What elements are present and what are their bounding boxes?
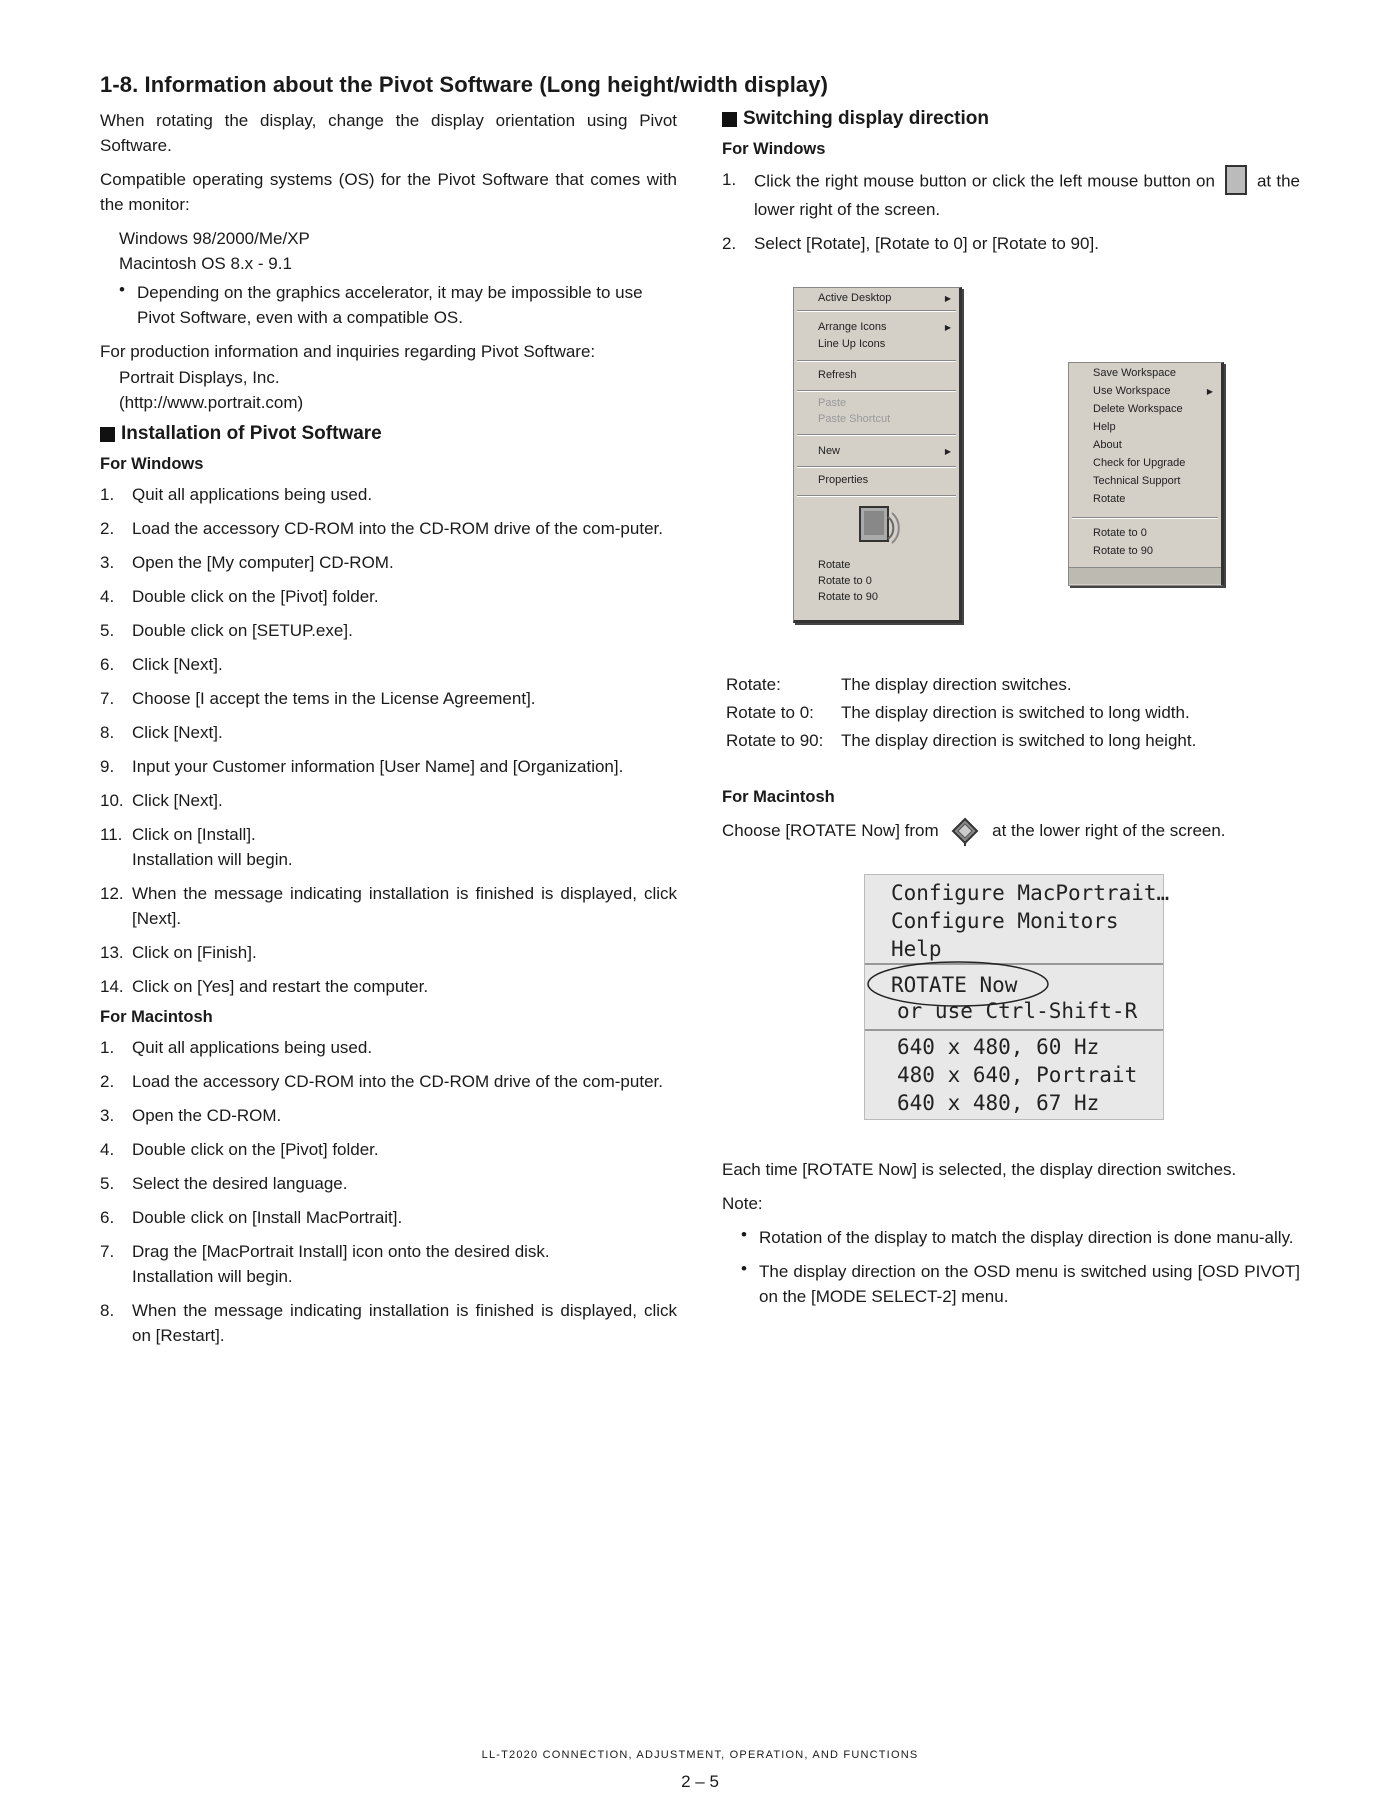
compat-os-paragraph: Compatible operating systems (OS) for the Pivot Software that comes with the monitor: (100, 170, 677, 214)
table-row: Rotate to 90: The display direction is switched to long height. (726, 731, 1197, 750)
left-column (100, 108, 677, 1357)
menu-item[interactable]: Configure MacPortrait… (891, 881, 1170, 905)
page-footer: LL-T2020 CONNECTION, ADJUSTMENT, OPERATION, AND FUNCTIONS (481, 1749, 919, 1761)
list-item: 6. Click [Next]. (100, 655, 223, 674)
desktop-context-menu: Active Desktop ▶ Arrange Icons ▶ Line Up Icons Refresh Paste Paste Shortcut New ▶ Properties Rotate Rotate to 0 Rotate to 90 (793, 287, 962, 623)
menu-item[interactable]: 480 x 640, Portrait (897, 1063, 1138, 1087)
table-row: Rotate: The display direction switches. (726, 675, 1072, 694)
list-item: 1. Quit all applications being used. (100, 485, 373, 504)
switch-heading-text: Switching display direction (743, 108, 989, 129)
list-item: 2. Load the accessory CD-ROM into the CD-ROM drive of the com-puter. (100, 1072, 663, 1091)
menu-item[interactable]: Refresh (818, 369, 857, 381)
switch-steps (722, 167, 1300, 256)
list-item: 13. Click on [Finish]. (100, 943, 257, 962)
os-note (100, 280, 677, 330)
notes-block (722, 1157, 1300, 1318)
list-item: 5. Select the desired language. (100, 1174, 348, 1193)
list-item: 3. Open the [My computer] CD-ROM. (100, 553, 394, 572)
contact-intro: For production information and inquiries regarding Pivot Software: (100, 342, 596, 361)
menu-item: or use Ctrl-Shift-R (897, 999, 1138, 1023)
list-item: 10. Click [Next]. (100, 791, 223, 810)
menu-item[interactable]: Use Workspace (1093, 385, 1171, 397)
os-note-text: Depending on the graphics accelerator, it may be impossible to use Pivot Software, even with a compatible OS. (137, 283, 643, 327)
menu-item[interactable]: About (1093, 439, 1122, 451)
pivot-control-strip-icon[interactable] (951, 817, 979, 847)
page-number: 2 – 5 (681, 1772, 719, 1791)
menu-item[interactable]: Technical Support (1093, 475, 1181, 487)
rotate-definitions (722, 672, 1196, 756)
install-heading (100, 423, 677, 445)
note-label: Note: (722, 1194, 763, 1213)
os-mac: Macintosh OS 8.x - 9.1 (119, 254, 292, 273)
list-item: 9. Input your Customer information [User Name] and [Organization]. (100, 757, 624, 776)
menu-item[interactable]: 640 x 480, 60 Hz (897, 1035, 1100, 1059)
intro-paragraph: When rotating the display, change the display orientation using Pivot Software. (100, 111, 677, 155)
contact-company: Portrait Displays, Inc. (119, 368, 280, 387)
square-bullet-icon (100, 427, 115, 442)
list-item: 6. Double click on [Install MacPortrait]. (100, 1208, 403, 1227)
menu-item[interactable]: Configure Monitors (891, 909, 1119, 933)
list-item: 8. When the message indicating installation is finished is displayed, click on [Restart]. (100, 1301, 677, 1345)
list-item: 3. Open the CD-ROM. (100, 1106, 282, 1125)
win-install-steps (100, 482, 677, 999)
mac-pivot-menu (864, 874, 1170, 1120)
list-item: 4. Double click on the [Pivot] folder. (100, 587, 379, 606)
menu-item: Paste (818, 397, 847, 409)
menu-item[interactable]: Rotate (818, 559, 851, 571)
mac-choose-line: Choose [ROTATE Now] from at the lower right of the screen. (722, 816, 1226, 847)
win-subheading: For Windows (100, 455, 204, 473)
right-column (722, 108, 1300, 265)
menu-item[interactable]: Delete Workspace (1093, 403, 1183, 415)
table-row: Rotate to 0: The display direction is switched to long width. (726, 703, 1190, 722)
menu-item[interactable]: New (818, 445, 841, 457)
list-item: 11. Click on [Install]. Installation will begin. (100, 825, 293, 869)
os-windows: Windows 98/2000/Me/XP (119, 229, 310, 248)
mac-install-steps (100, 1035, 677, 1348)
list-item: 4. Double click on the [Pivot] folder. (100, 1140, 379, 1159)
menu-item: Paste Shortcut (818, 413, 891, 425)
menu-item[interactable]: Save Workspace (1093, 367, 1176, 379)
mac-subheading-right: For Macintosh (722, 788, 835, 806)
win-subheading-right: For Windows (722, 140, 826, 158)
list-item: 8. Click [Next]. (100, 723, 223, 742)
each-time-paragraph: Each time [ROTATE Now] is selected, the display direction switches. (722, 1160, 1237, 1179)
menu-item[interactable]: 640 x 480, 67 Hz (897, 1091, 1100, 1115)
menu-item[interactable]: Rotate (1093, 493, 1126, 505)
contact-url: (http://www.portrait.com) (119, 393, 304, 412)
taskbar-strip (1069, 567, 1221, 584)
menu-item[interactable]: Rotate to 0 (818, 575, 872, 587)
menu-item[interactable]: Properties (818, 474, 869, 486)
note-item: • Rotation of the display to match the display direction is done manu-ally. (741, 1225, 1294, 1247)
menu-item[interactable]: Check for Upgrade (1093, 457, 1186, 469)
pivot-tray-icon[interactable] (1225, 165, 1247, 195)
list-item: 7. Drag the [MacPortrait Install] icon onto the desired disk. Installation will begin. (100, 1242, 550, 1286)
switch-heading (722, 108, 1300, 130)
menu-item[interactable]: Rotate to 90 (1093, 545, 1153, 557)
list-item: 1. Click the right mouse button or click the left mouse button on at the lower right of the screen. (722, 167, 1300, 222)
bullet-dot: • (119, 280, 125, 299)
square-bullet-icon (722, 112, 737, 127)
install-heading-text: Installation of Pivot Software (121, 423, 382, 444)
list-item: 14. Click on [Yes] and restart the computer. (100, 977, 429, 996)
page-title: 1-8. Information about the Pivot Software (Long height/width display) (100, 72, 829, 97)
menu-item[interactable]: Active Desktop (818, 292, 892, 304)
rotate-now-item[interactable]: ROTATE Now (891, 973, 1018, 997)
list-item: 2. Load the accessory CD-ROM into the CD-ROM drive of the com-puter. (100, 519, 663, 538)
list-item: 5. Double click on [SETUP.exe]. (100, 621, 353, 640)
menu-item[interactable]: Help (891, 937, 942, 961)
menu-item[interactable]: Arrange Icons (818, 321, 887, 333)
list-item: 7. Choose [I accept the tems in the License Agreement]. (100, 689, 536, 708)
menu-item[interactable]: Rotate to 90 (818, 591, 878, 603)
mac-subheading: For Macintosh (100, 1008, 213, 1026)
note-item: • The display direction on the OSD menu is switched using [OSD PIVOT] on the [MODE SELECT-2] menu. (741, 1259, 1300, 1306)
pivot-monitor-icon (854, 503, 906, 551)
menu-item[interactable]: Help (1093, 421, 1116, 433)
list-item: 1. Quit all applications being used. (100, 1038, 373, 1057)
list-item: 2. Select [Rotate], [Rotate to 0] or [Rotate to 90]. (722, 234, 1099, 253)
menu-item[interactable]: Rotate to 0 (1093, 527, 1147, 539)
menu-item[interactable]: Line Up Icons (818, 338, 886, 350)
pivot-tray-menu: Save Workspace Use Workspace ▶ Delete Workspace Help About Check for Upgrade Technical Support Rotate Rotate to 0 Rotate to 90 (1068, 362, 1224, 586)
list-item: 12. When the message indicating installation is finished is displayed, click [Next]. (100, 884, 677, 928)
